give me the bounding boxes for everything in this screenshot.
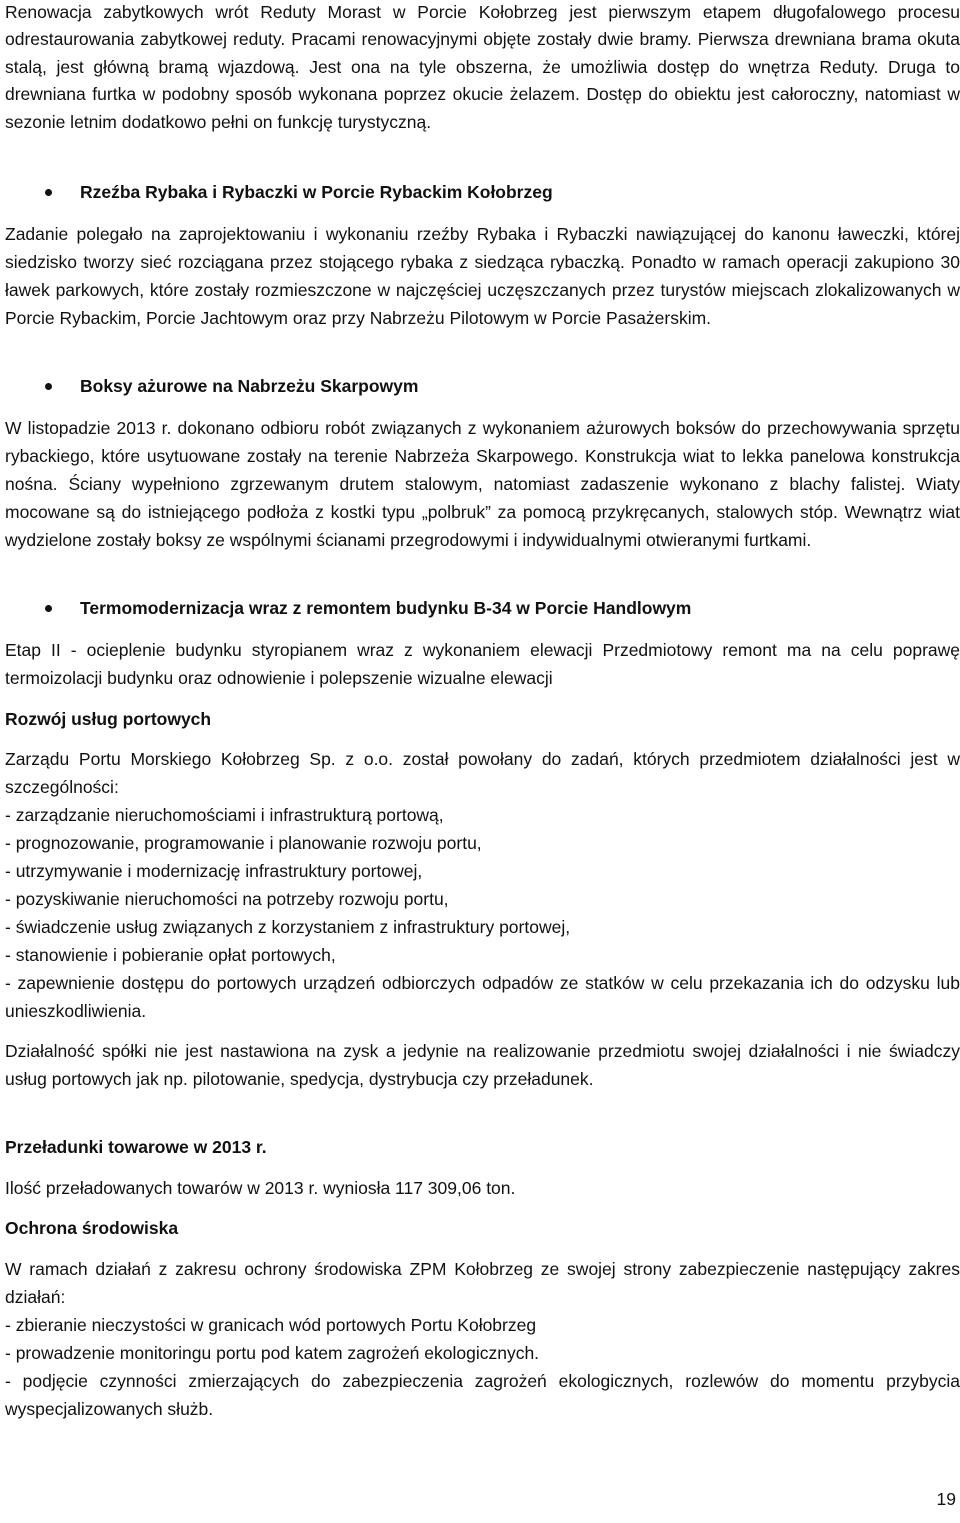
bullet-label: Termomodernizacja wraz z remontem budynku B-34 w Porcie Handlowym — [80, 598, 692, 618]
paragraph-zpm-intro: Zarządu Portu Morskiego Kołobrzeg Sp. z o.o. został powołany do zadań, których przedmiotem działalności jest w szczególności: — [5, 749, 960, 797]
list-item: - pozyskiwanie nieruchomości na potrzeby rozwoju portu, — [5, 889, 449, 909]
bullet-dot-icon — [45, 189, 52, 196]
bullet-boksy — [5, 372, 960, 400]
list-item: - prognozowanie, programowanie i planowanie rozwoju portu, — [5, 833, 482, 853]
zpm-task-list — [5, 801, 960, 969]
bullet-rybak-sculpture — [5, 178, 960, 206]
bullet-dot-icon — [45, 383, 52, 390]
bullet-dot-icon — [45, 605, 52, 612]
list-item: - utrzymywanie i modernizację infrastruktury portowej, — [5, 861, 423, 881]
bullet-label: Boksy ażurowe na Nabrzeżu Skarpowym — [80, 376, 419, 396]
heading-environment: Ochrona środowiska — [5, 1218, 179, 1238]
paragraph-cargo-amount: Ilość przeładowanych towarów w 2013 r. wyniosła 117 309,06 ton. — [5, 1178, 516, 1198]
bullet-label: Rzeźba Rybaka i Rybaczki w Porcie Rybackim Kołobrzeg — [80, 182, 553, 202]
paragraph-reduta-renovation: Renowacja zabytkowych wrót Reduty Morast w Porcie Kołobrzeg jest pierwszym etapem długofalowego procesu odrestaurowania zabytkowej reduty. Pracami renowacyjnymi objęte zostały dwie bramy. Pierwsza drewniana brama okuta stalą, jest główną bramą wjazdową. Jest ona na tyle obszerna, że umożliwia dostęp do wnętrza Reduty. Druga to drewniana furtka w podobny sposób wykonana poprzez okucie żelazem. Dostęp do obiektu jest całoroczny, natomiast w sezonie letnim dodatkowo pełni on funkcję turystyczną. — [5, 2, 960, 132]
list-item-last: - podjęcie czynności zmierzających do zabezpieczenia zagrożeń ekologicznych, rozlewów do momentu przybycia wyspecjalizowanych służb. — [5, 1371, 960, 1419]
paragraph-sculpture-description: Zadanie polegało na zaprojektowaniu i wykonaniu rzeźby Rybaka i Rybaczki nawiązującej do kanonu ławeczki, której siedzisko tworzy sieć rozciągana przez stojącego rybaka z siedząca rybaczką. Ponadto w ramach operacji zakupiono 30 ławek parkowych, które zostały rozmieszczone w najczęściej uczęszczanych przez turystów miejscach zlokalizowanych w Porcie Rybackim, Porcie Jachtowym oraz przy Nabrzeżu Pilotowym w Porcie Pasażerskim. — [5, 224, 960, 328]
paragraph-termomodernizacja-description: Etap II - ocieplenie budynku styropianem wraz z wykonaniem elewacji Przedmiotowy remont ma na celu poprawę termoizolacji budynku oraz odnowienie i polepszenie wizualne elewacji — [5, 640, 960, 688]
paragraph-environment-intro: W ramach działań z zakresu ochrony środowiska ZPM Kołobrzeg ze swojej strony zabezpieczenie następujący zakres działań: — [5, 1259, 960, 1307]
list-item: - prowadzenie monitoringu portu pod katem zagrożeń ekologicznych. — [5, 1343, 540, 1363]
paragraph-boksy-description: W listopadzie 2013 r. dokonano odbioru robót związanych z wykonaniem ażurowych boksów do przechowywania sprzętu rybackiego, które usytuowane zostały na terenie Nabrzeża Skarpowego. Konstrukcja wiat to lekka panelowa konstrukcja nośna. Ściany wypełniono zgrzewanym drutem stalowym, natomiast zadaszenie wykonano z blachy falistej. Wiaty mocowane są do istniejącego podłoża z kostki typu „polbruk” za pomocą przykręcanych, stalowych stóp. Wewnątrz wiat wydzielone zostały boksy ze wspólnymi ścianami przegrodowymi i indywidualnymi otwieranymi furtkami. — [5, 418, 960, 550]
list-item: - zbieranie nieczystości w granicach wód portowych Portu Kołobrzeg — [5, 1315, 537, 1335]
heading-cargo-2013: Przeładunki towarowe w 2013 r. — [5, 1137, 267, 1157]
list-item: - stanowienie i pobieranie opłat portowych, — [5, 945, 336, 965]
heading-port-services: Rozwój usług portowych — [5, 709, 212, 729]
list-item-last: - zapewnienie dostępu do portowych urządzeń odbiorczych odpadów ze statków w celu przekazania ich do odzysku lub unieszkodliwienia. — [5, 973, 960, 1021]
page-number: 19 — [936, 1489, 956, 1509]
list-item: - świadczenie usług związanych z korzystaniem z infrastruktury portowej, — [5, 917, 571, 937]
paragraph-company-activity: Działalność spółki nie jest nastawiona na zysk a jedynie na realizowanie przedmiotu swojej działalności i nie świadczy usług portowych jak np. pilotowanie, spedycja, dystrybucja czy przeładunek. — [5, 1041, 960, 1089]
bullet-termomodernizacja — [5, 594, 960, 622]
list-item: - zarządzanie nieruchomościami i infrastrukturą portową, — [5, 805, 444, 825]
environment-task-list — [5, 1311, 960, 1367]
